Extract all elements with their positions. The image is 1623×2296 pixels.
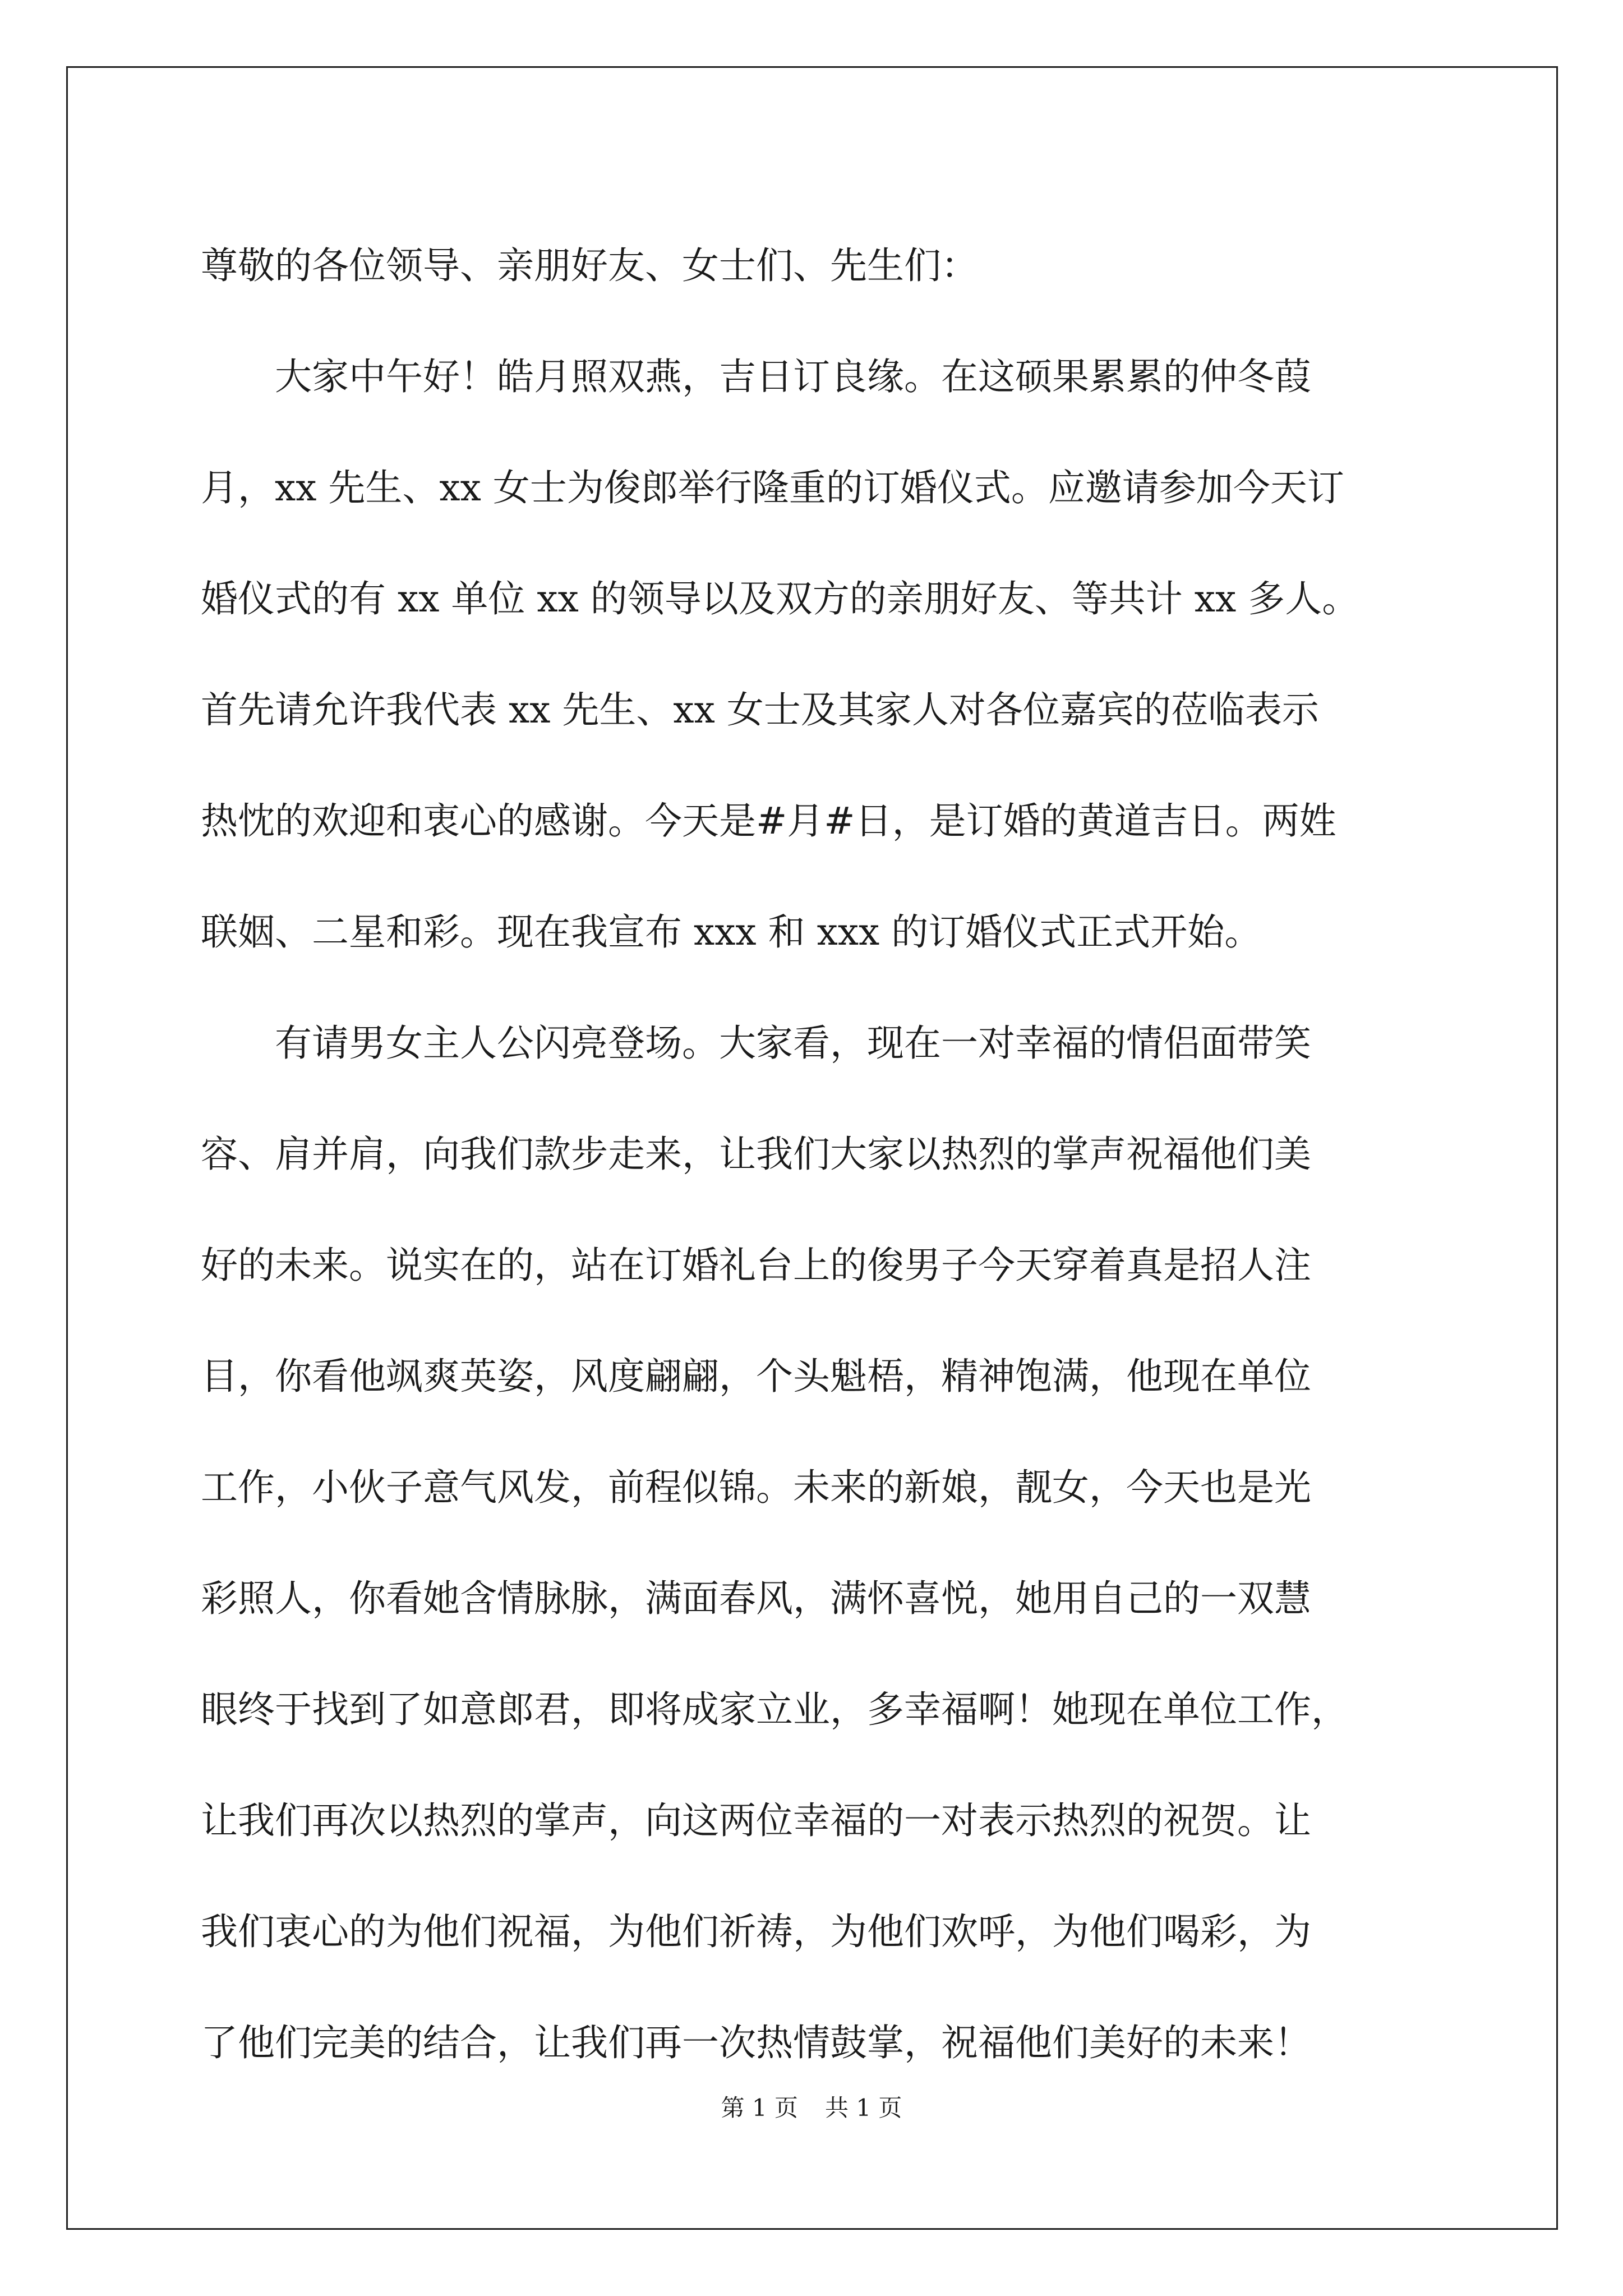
paragraph-1-line-5: 热忱的欢迎和衷心的感谢。今天是#月#日，是订婚的黄道吉日。两姓	[201, 799, 1336, 843]
document-body	[201, 210, 1435, 2099]
paragraph-2-line-2: 容、肩并肩，向我们款步走来，让我们大家以热烈的掌声祝福他们美	[201, 1133, 1311, 1176]
paragraph-2-line-3: 好的未来。说实在的，站在订婚礼台上的俊男子今天穿着真是招人注	[201, 1244, 1311, 1287]
paragraph-2-line-8: 让我们再次以热烈的掌声，向这两位幸福的一对表示热烈的祝贺。让	[201, 1799, 1311, 1842]
paragraph-2-line-1: 有请男女主人公闪亮登场。大家看，现在一对幸福的情侣面带笑	[275, 1022, 1311, 1065]
paragraph-1-line-2: 月，xx 先生、xx 女士为俊郎举行隆重的订婚仪式。应邀请参加今天订	[201, 466, 1344, 509]
page-number-total: 共 1 页	[825, 2094, 902, 2122]
paragraph-1-line-1: 大家中午好！皓月照双燕，吉日订良缘。在这硕果累累的仲冬葭	[275, 355, 1311, 398]
page-footer	[0, 2091, 1623, 2125]
paragraph-2-line-5: 工作，小伙子意气风发，前程似锦。未来的新娘，靓女，今天也是光	[201, 1466, 1311, 1509]
paragraph-2-line-7: 眼终于找到了如意郎君，即将成家立业，多幸福啊！她现在单位工作，	[201, 1688, 1348, 1731]
paragraph-2-line-6: 彩照人，你看她含情脉脉，满面春风，满怀喜悦，她用自己的一双慧	[201, 1577, 1311, 1620]
salutation-line: 尊敬的各位领导、亲朋好友、女士们、先生们：	[201, 244, 978, 287]
paragraph-1-line-6: 联姻、二星和彩。现在我宣布 xxx 和 xxx 的订婚仪式正式开始。	[201, 910, 1262, 954]
paragraph-2-line-4: 目，你看他飒爽英姿，风度翩翩，个头魁梧，精神饱满，他现在单位	[201, 1355, 1311, 1398]
paragraph-1-line-4: 首先请允许我代表 xx 先生、xx 女士及其家人对各位嘉宾的莅临表示	[201, 688, 1319, 731]
paragraph-2-line-9: 我们衷心的为他们祝福，为他们祈祷，为他们欢呼，为他们喝彩，为	[201, 1910, 1311, 1953]
paragraph-1-line-3: 婚仪式的有 xx 单位 xx 的领导以及双方的亲朋好友、等共计 xx 多人。	[201, 577, 1359, 620]
page-number-current: 第 1 页	[721, 2094, 798, 2122]
paragraph-2-line-10: 了他们完美的结合，让我们再一次热情鼓掌，祝福他们美好的未来！	[201, 2021, 1311, 2064]
